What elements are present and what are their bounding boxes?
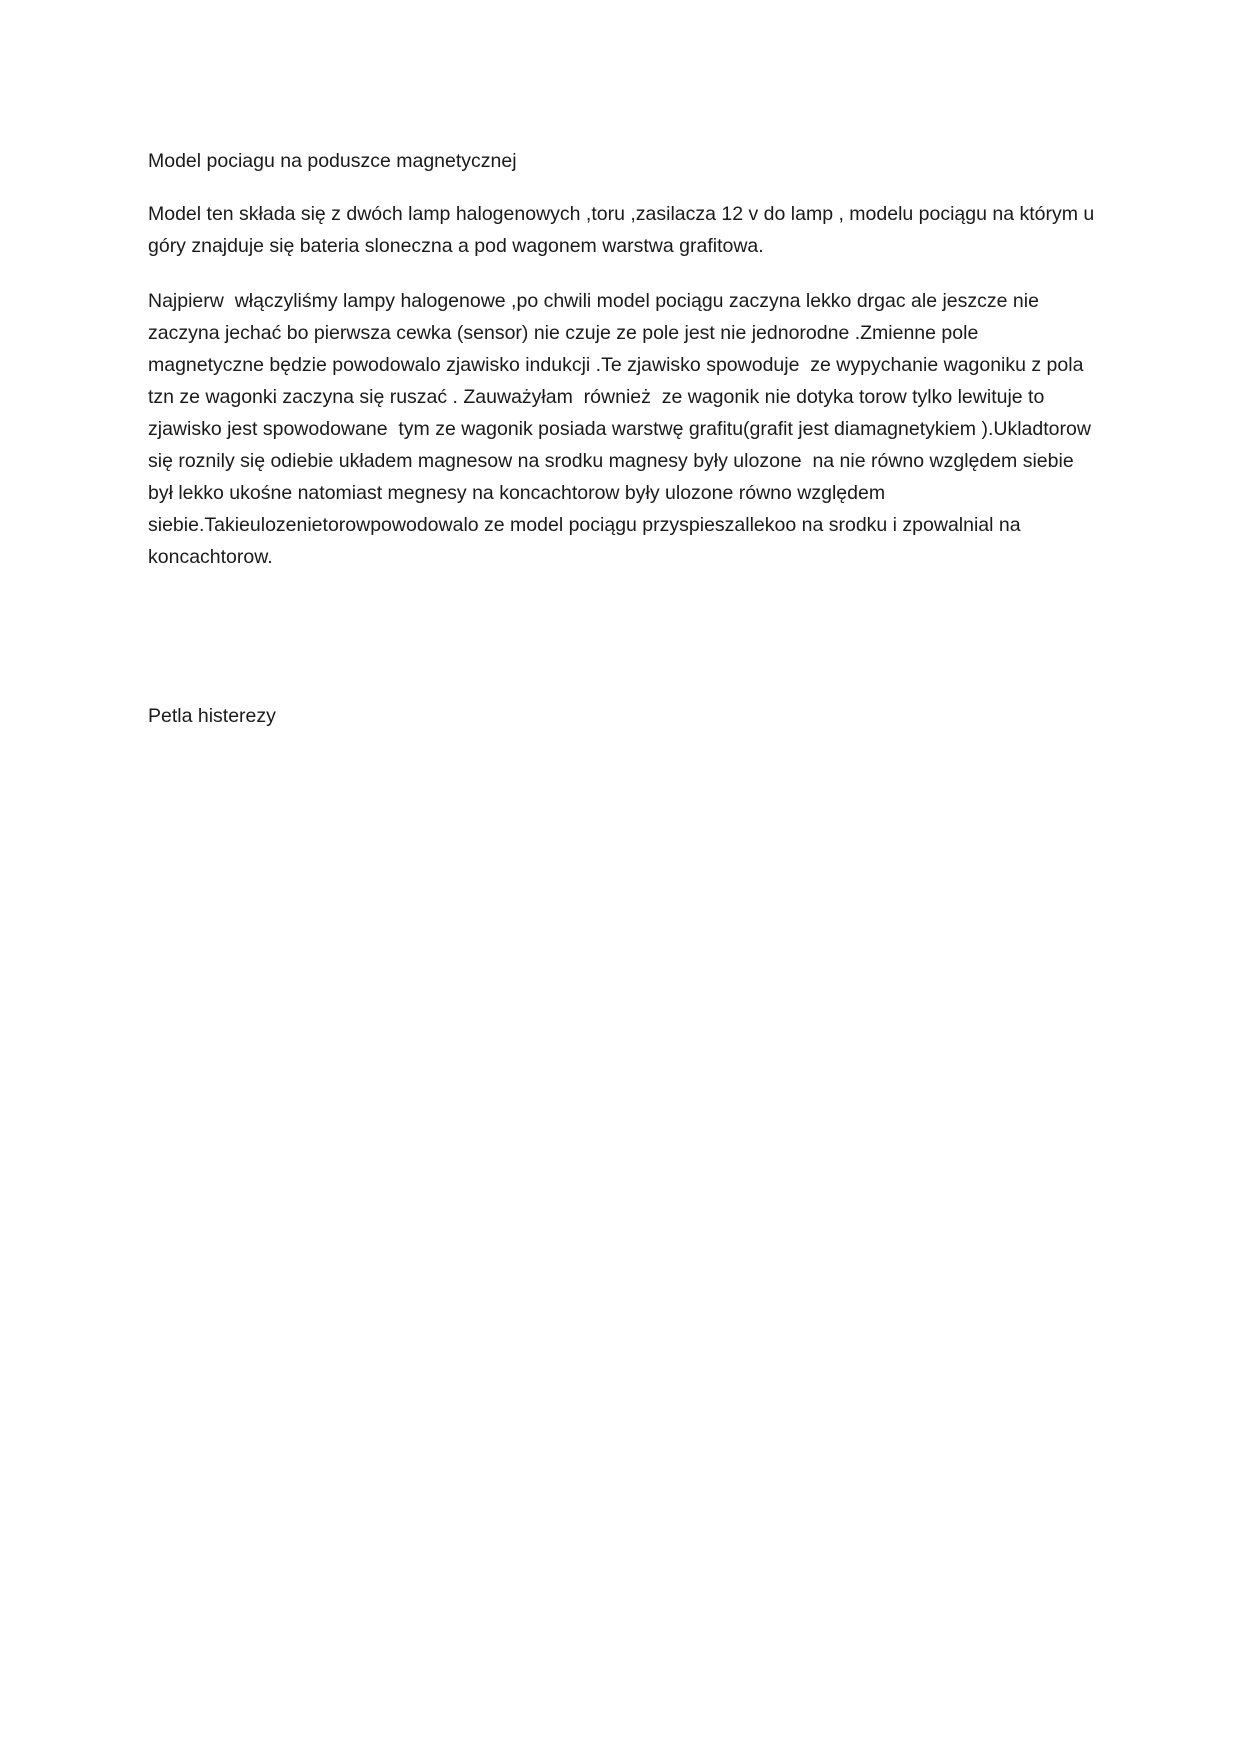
document-title: Model pociagu na poduszce magnetycznej [148, 150, 517, 172]
section-heading: Petla histerezy [148, 705, 276, 727]
paragraph-intro: Model ten składa się z dwóch lamp halogenowych ,toru ,zasilacza 12 v do lamp , modelu pociągu na którym u góry znajduje się bateria sloneczna a pod wagonem warstwa grafitowa. [148, 203, 1100, 257]
paragraph-description: Najpierw włączyliśmy lampy halogenowe ,po chwili model pociągu zaczyna lekko drgac ale jeszcze nie zaczyna jechać bo pierwsza cewka (sensor) nie czuje ze pole jest nie jednorodne .Zmienne pole magnetyczne będzie powodowalo zjawisko indukcji .Te zjawisko spowoduje ze wypychanie wagoniku z pola tzn ze wagonki zaczyna się ruszać . Zauważyłam również ze wagonik nie dotyka torow tylko lewituje to zjawisko jest spowodowane tym ze wagonik posiada warstwę grafitu(grafit jest diamagnetykiem ).Ukladtorow się roznily się odiebie układem magnesow na srodku magnesy były ulozone na nie równo względem siebie był lekko ukośne natomiast megnesy na koncachtorow były ulozone równo względem siebie.Takieulozenietorowpowodowalo ze model pociągu przyspieszallekoo na srodku i zpowalnial na koncachtorow. [148, 290, 1097, 568]
